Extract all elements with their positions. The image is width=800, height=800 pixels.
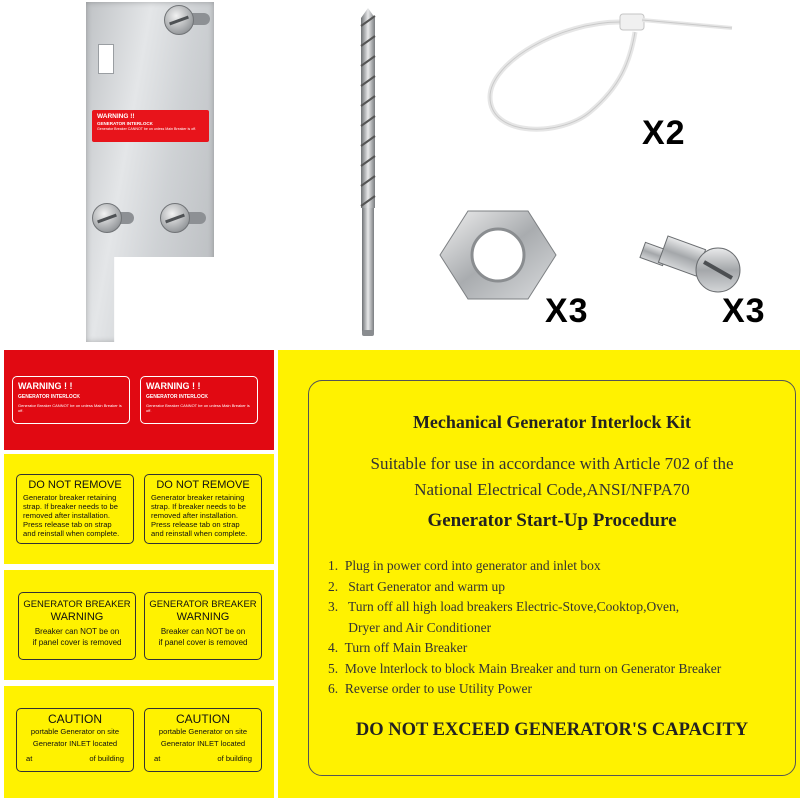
label-warning: WARNING <box>50 611 104 623</box>
caution-sheet <box>4 686 274 798</box>
screw-quantity: X3 <box>722 292 766 330</box>
hex-nut <box>438 205 558 305</box>
procedure-step: 2. Start Generator and warm up <box>328 578 505 594</box>
label-heading: GENERATOR BREAKER <box>23 599 131 610</box>
label-line: if panel cover is removed <box>158 638 248 647</box>
red-label-caution: Generator Breaker CANNOT be on unless Main Breaker is off. <box>146 403 250 413</box>
capacity-warning: DO NOT EXCEED GENERATOR'S CAPACITY <box>355 720 749 740</box>
label-line: strap. If breaker needs to be <box>23 502 118 511</box>
screw-head-top <box>164 5 194 35</box>
shoulder-screw <box>634 228 754 298</box>
label-at: at <box>26 754 33 763</box>
label-heading: DO NOT REMOVE <box>156 479 250 491</box>
panel-title: Mechanical Generator Interlock Kit <box>412 412 692 432</box>
procedure-step: 1. Plug in power cord into generator and inlet box <box>328 558 601 573</box>
do-not-remove-label <box>16 474 134 544</box>
label-line: Press release tab on strap <box>23 520 112 529</box>
do-not-remove-label <box>144 474 262 544</box>
label-line: removed after installation. <box>151 511 238 520</box>
procedure-step: 5. Move lnterlock to block Main Breaker and turn on Generator Breaker <box>328 660 722 676</box>
generator-breaker-sheet <box>4 570 274 680</box>
nut-quantity: X3 <box>545 292 589 330</box>
zip-tie-quantity: X2 <box>642 114 686 152</box>
panel-subtitle-line: National Electrical Code,ANSI/NFPA70 <box>414 480 690 499</box>
procedure-step: Dryer and Air Conditioner <box>328 619 492 635</box>
label-line: portable Generator on site <box>158 727 248 736</box>
label-of-building: of building <box>89 754 124 763</box>
label-line: Generator INLET located <box>160 739 246 748</box>
label-line: and reinstall when complete. <box>151 529 248 538</box>
label-line: Generator INLET located <box>32 739 118 748</box>
panel-subtitle-line: Suitable for use in accordance with Article 702 of the <box>370 454 734 473</box>
label-line: strap. If breaker needs to be <box>151 502 246 511</box>
red-warning-label <box>12 376 130 424</box>
drill-bit <box>357 8 379 338</box>
red-label-warning: WARNING ! ! <box>146 381 201 391</box>
label-line: Breaker can NOT be on <box>34 627 120 636</box>
label-line: removed after installation. <box>23 511 110 520</box>
label-of-building: of building <box>217 754 252 763</box>
label-heading: GENERATOR BREAKER <box>149 599 257 610</box>
label-line: and reinstall when complete. <box>23 529 120 538</box>
label-heading: CAUTION <box>176 712 230 726</box>
generator-breaker-label <box>144 592 262 660</box>
procedure-step: 4. Turn off Main Breaker <box>328 640 468 655</box>
caution-label <box>16 708 134 772</box>
instruction-panel <box>278 350 800 798</box>
red-label-name: GENERATOR INTERLOCK <box>146 394 209 400</box>
zip-tie <box>470 2 740 142</box>
red-label-caution: Generator Breaker CANNOT be on unless Main Breaker is off. <box>18 403 122 413</box>
red-warning-label <box>140 376 258 424</box>
procedure-title: Generator Start-Up Procedure <box>427 510 677 531</box>
panel-subtitle <box>308 451 796 503</box>
screw-head-left <box>92 203 122 233</box>
procedure-step: 3. Turn off all high load breakers Electric-Stove,Cooktop,Oven, <box>328 599 680 614</box>
plate-label-caution: Generator Breaker CANNOT be on unless Main Breaker is off. <box>97 127 197 131</box>
plate-notch <box>98 44 114 74</box>
procedure-steps <box>328 556 788 700</box>
label-warning: WARNING <box>176 611 230 623</box>
label-line: Breaker can NOT be on <box>160 627 246 636</box>
screw-head-right <box>160 203 190 233</box>
red-label-name: GENERATOR INTERLOCK <box>18 394 81 400</box>
caution-label <box>144 708 262 772</box>
label-line: portable Generator on site <box>30 727 120 736</box>
label-at: at <box>154 754 161 763</box>
generator-breaker-label <box>18 592 136 660</box>
red-label-warning: WARNING ! ! <box>18 381 73 391</box>
plate-label-warning: WARNING !! <box>97 113 135 120</box>
plate-warning-label <box>92 110 209 142</box>
plate-label-name: GENERATOR INTERLOCK <box>97 121 153 126</box>
label-line: Press release tab on strap <box>151 520 240 529</box>
label-heading: DO NOT REMOVE <box>28 479 122 491</box>
label-line: Generator breaker retaining <box>151 493 245 502</box>
label-line: if panel cover is removed <box>32 638 122 647</box>
label-heading: CAUTION <box>48 712 102 726</box>
label-line: Generator breaker retaining <box>23 493 117 502</box>
red-label-sheet <box>4 350 274 450</box>
do-not-remove-sheet <box>4 454 274 564</box>
procedure-step: 6. Reverse order to use Utility Power <box>328 681 532 696</box>
